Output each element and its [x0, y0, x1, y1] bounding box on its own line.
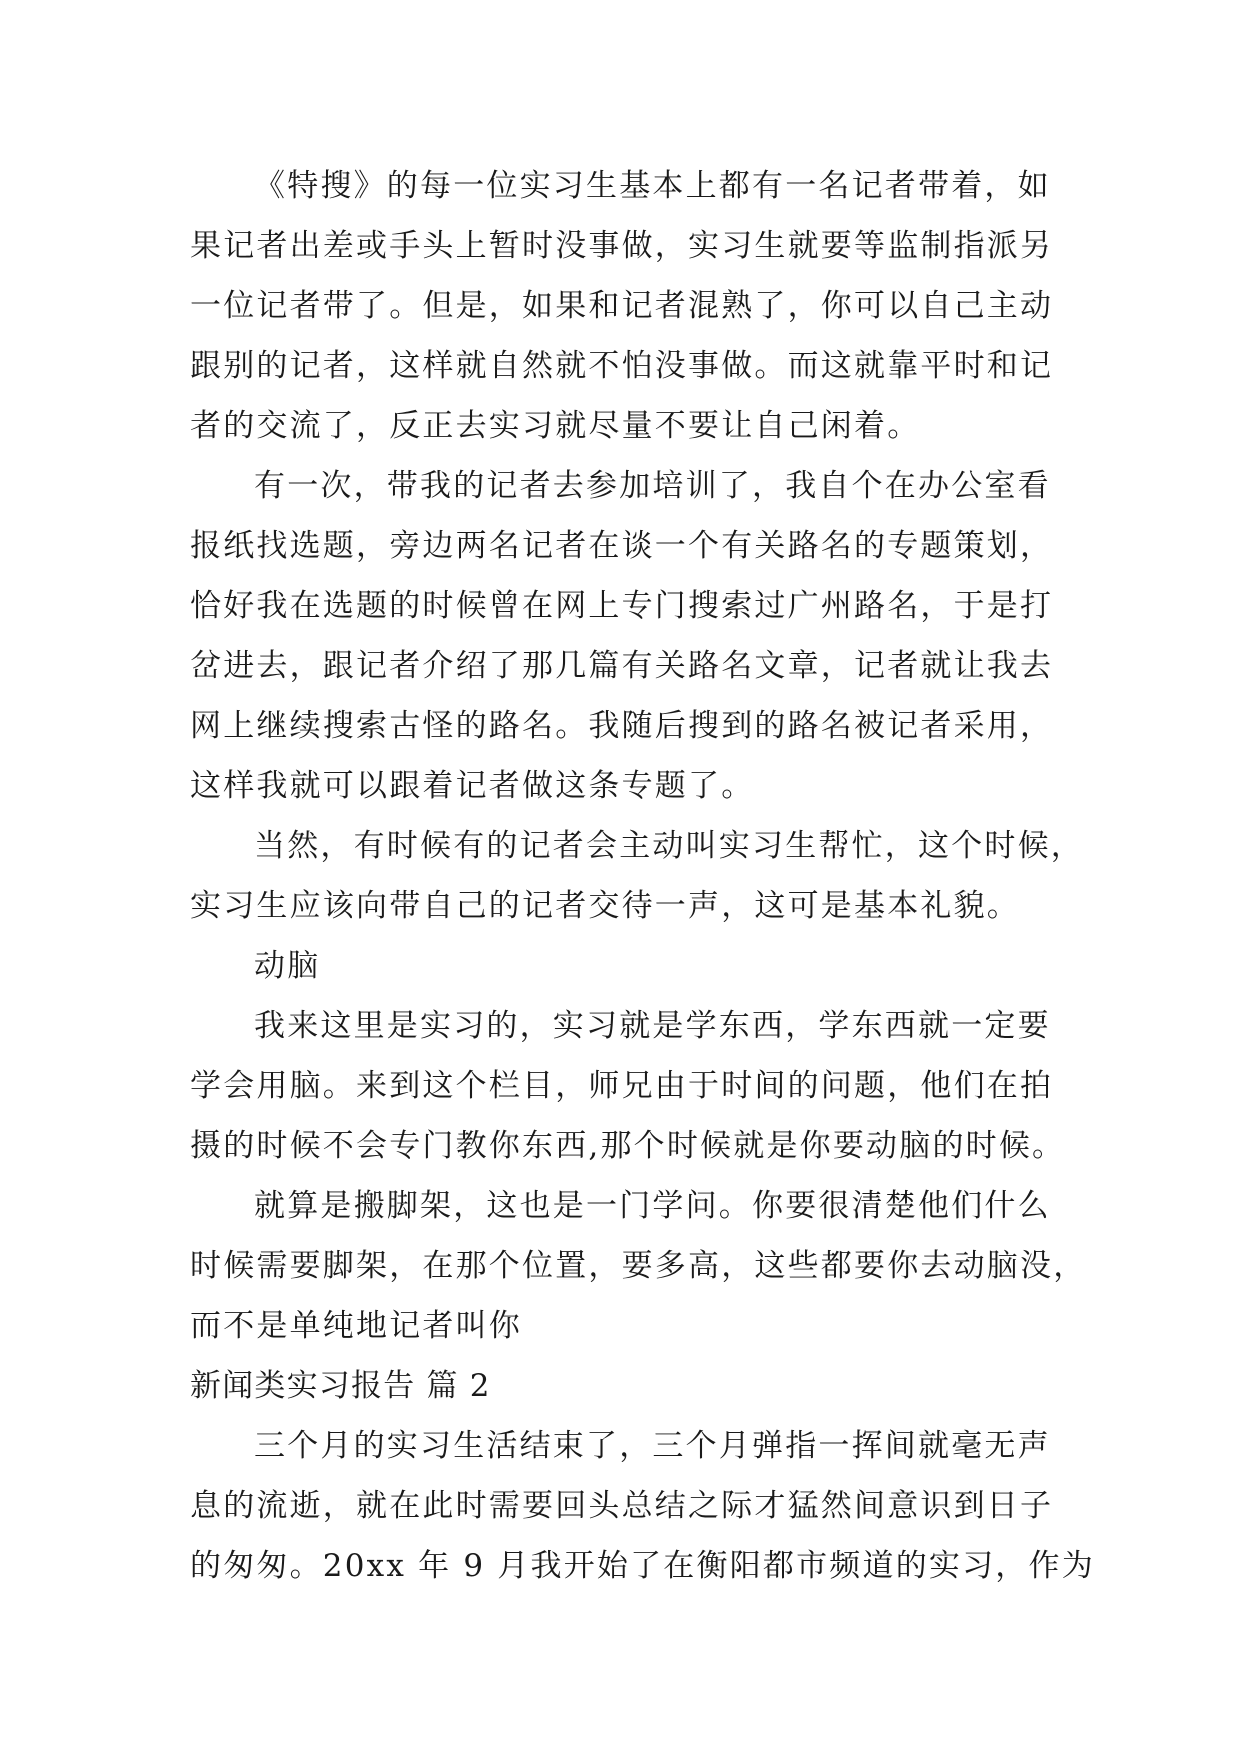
paragraph-line: 网上继续搜索古怪的路名。我随后搜到的路名被记者采用，	[190, 708, 1054, 744]
paragraph-line: 有一次，带我的记者去参加培训了，我自个在办公室看	[254, 468, 1051, 504]
paragraph-line: 岔进去，跟记者介绍了那几篇有关路名文章，记者就让我去	[190, 648, 1054, 684]
paragraph-line: 实习生应该向带自己的记者交待一声，这可是基本礼貌。	[190, 888, 1020, 924]
paragraph-line: 的匆匆。20xx 年 9 月我开始了在衡阳都市频道的实习，作为	[190, 1548, 1095, 1584]
paragraph-line: 一位记者带了。但是，如果和记者混熟了，你可以自己主动	[190, 288, 1054, 324]
paragraph-line: 恰好我在选题的时候曾在网上专门搜索过广州路名，于是打	[190, 588, 1054, 624]
paragraph-line: 息的流逝，就在此时需要回头总结之际才猛然间意识到日子	[190, 1488, 1054, 1524]
paragraph-line: 就算是搬脚架，这也是一门学问。你要很清楚他们什么	[254, 1188, 1051, 1224]
paragraph-line: 跟别的记者，这样就自然就不怕没事做。而这就靠平时和记	[190, 348, 1054, 384]
paragraph-line: 这样我就可以跟着记者做这条专题了。	[190, 768, 755, 804]
section-subheading: 动脑	[254, 948, 321, 984]
paragraph-line: 三个月的实习生活结束了，三个月弹指一挥间就毫无声	[254, 1428, 1051, 1464]
paragraph-line: 摄的时候不会专门教你东西,那个时候就是你要动脑的时候。	[190, 1128, 1066, 1164]
paragraph-line: 《特搜》的每一位实习生基本上都有一名记者带着，如	[254, 168, 1051, 204]
paragraph-line: 而不是单纯地记者叫你	[190, 1308, 522, 1344]
paragraph-line: 我来这里是实习的，实习就是学东西，学东西就一定要	[254, 1008, 1051, 1044]
section-title: 新闻类实习报告 篇 2	[190, 1368, 491, 1404]
paragraph-line: 学会用脑。来到这个栏目，师兄由于时间的问题，他们在拍	[190, 1068, 1054, 1104]
paragraph-line: 果记者出差或手头上暂时没事做，实习生就要等监制指派另	[190, 228, 1054, 264]
paragraph-line: 报纸找选题，旁边两名记者在谈一个有关路名的专题策划，	[190, 528, 1054, 564]
paragraph-line: 当然，有时候有的记者会主动叫实习生帮忙，这个时候，	[254, 828, 1084, 864]
paragraph-line: 者的交流了，反正去实习就尽量不要让自己闲着。	[190, 408, 921, 444]
paragraph-line: 时候需要脚架，在那个位置，要多高，这些都要你去动脑没，	[190, 1248, 1087, 1284]
